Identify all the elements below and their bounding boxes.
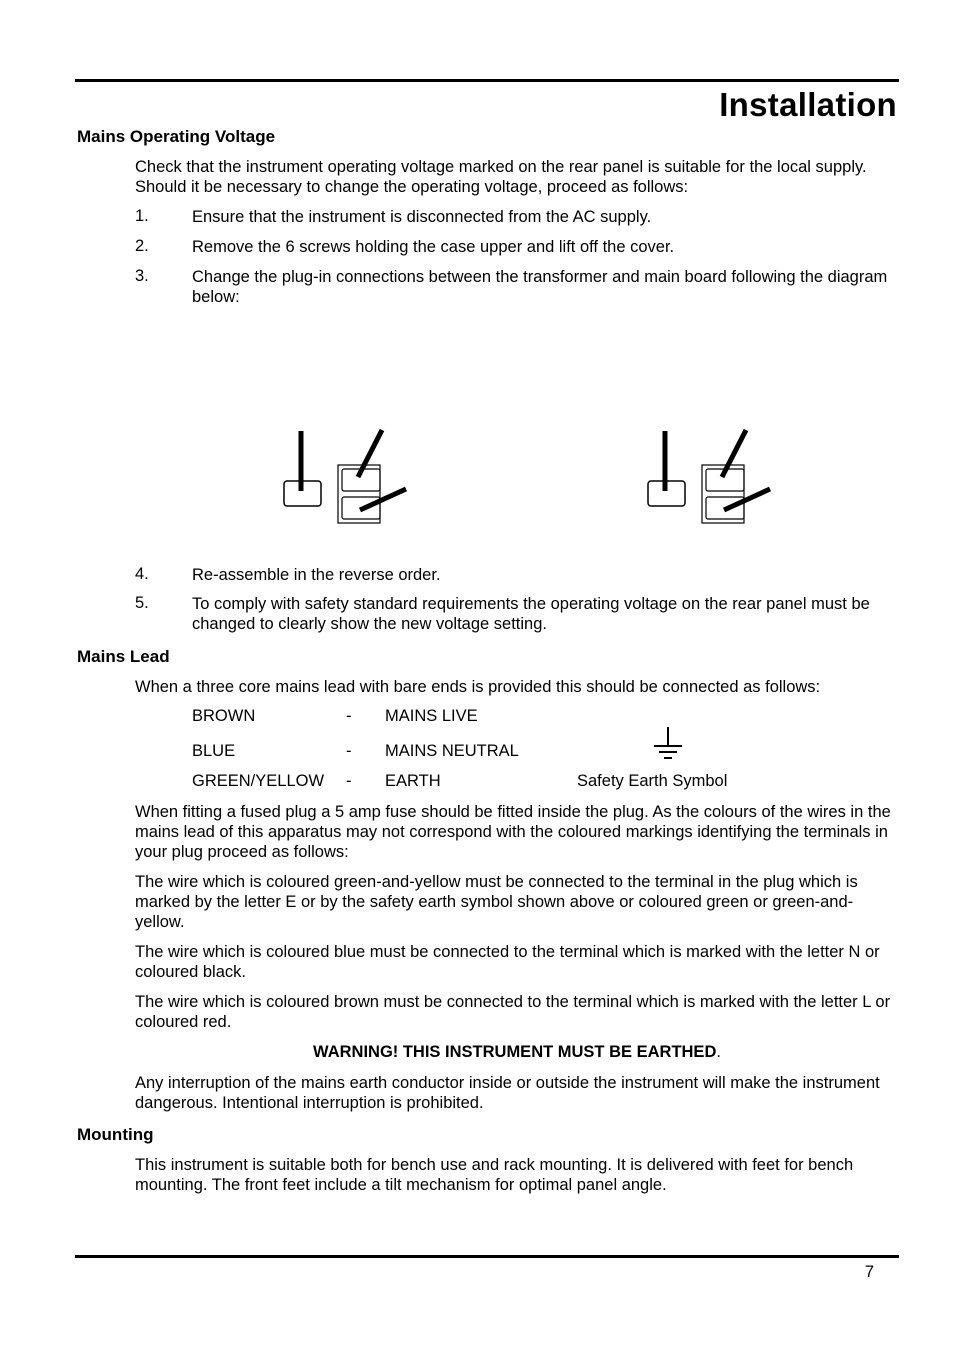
section-heading-mains-lead: Mains Lead (77, 647, 170, 666)
paragraph-blue: The wire which is coloured blue must be connected to the terminal which is marked with the letter N or coloured black. (135, 943, 880, 981)
top-rule (75, 79, 899, 82)
wire-function: MAINS LIVE (385, 707, 478, 725)
section-heading-mounting: Mounting (77, 1125, 154, 1144)
step-text: To comply with safety standard requirements the operating voltage on the rear panel must be changed to clearly show the new voltage setting. (192, 595, 870, 633)
warning-period: . (716, 1043, 721, 1061)
warning-text: WARNING! THIS INSTRUMENT MUST BE EARTHED (313, 1043, 717, 1061)
safety-earth-icon (653, 725, 683, 761)
connection-diagram-right (644, 425, 784, 530)
wire-colour: GREEN/YELLOW (192, 772, 325, 790)
step-number: 1. (135, 207, 149, 225)
wire-dash: - (346, 772, 352, 790)
paragraph-interruption: Any interruption of the mains earth conductor inside or outside the instrument will make the instrument dangerous. Intentional interruption is prohibited. (135, 1074, 880, 1112)
page-title: Installation (719, 86, 897, 123)
paragraph-green-yellow: The wire which is coloured green-and-yellow must be connected to the terminal in the plug which is marked by the letter E or by the safety earth symbol shown above or coloured green or green-and-yellow. (135, 873, 858, 931)
page-number: 7 (864, 1263, 874, 1281)
step-number: 5. (135, 594, 149, 612)
wire-function: MAINS NEUTRAL (385, 742, 519, 760)
step-number: 4. (135, 565, 149, 583)
wire-dash: - (346, 707, 352, 725)
step-text: Remove the 6 screws holding the case upper and lift off the cover. (192, 238, 675, 256)
warning-line (135, 1043, 899, 1062)
earth-symbol-caption: Safety Earth Symbol (577, 772, 728, 790)
step-text: Re-assemble in the reverse order. (192, 566, 441, 584)
mains-lead-intro: When a three core mains lead with bare ends is provided this should be connected as follows: (135, 678, 821, 696)
wire-function: EARTH (385, 772, 441, 790)
step-number: 3. (135, 267, 149, 285)
wire-dash: - (346, 742, 352, 760)
paragraph-brown: The wire which is coloured brown must be connected to the terminal which is marked with the letter L or coloured red. (135, 993, 891, 1031)
mounting-text: This instrument is suitable both for bench use and rack mounting. It is delivered with feet for bench mounting. The front feet include a tilt mechanism for optimal panel angle. (135, 1156, 854, 1194)
connection-diagram-left (280, 425, 420, 530)
step-text: Change the plug-in connections between the transformer and main board following the diagram below: (192, 268, 888, 306)
section-heading-mains-voltage: Mains Operating Voltage (77, 127, 276, 146)
paragraph-fused-plug: When fitting a fused plug a 5 amp fuse should be fitted inside the plug. As the colours of the wires in the mains lead of this apparatus may not correspond with the coloured markings identifying the terminals in your plug proceed as follows: (135, 803, 891, 861)
wire-colour: BLUE (192, 742, 236, 760)
step-text: Ensure that the instrument is disconnected from the AC supply. (192, 208, 652, 226)
step-number: 2. (135, 237, 149, 255)
bottom-rule (75, 1255, 899, 1258)
mains-voltage-intro: Check that the instrument operating voltage marked on the rear panel is suitable for the local supply. Should it be necessary to change the operating voltage, proceed as follows: (135, 158, 867, 196)
wire-colour: BROWN (192, 707, 256, 725)
